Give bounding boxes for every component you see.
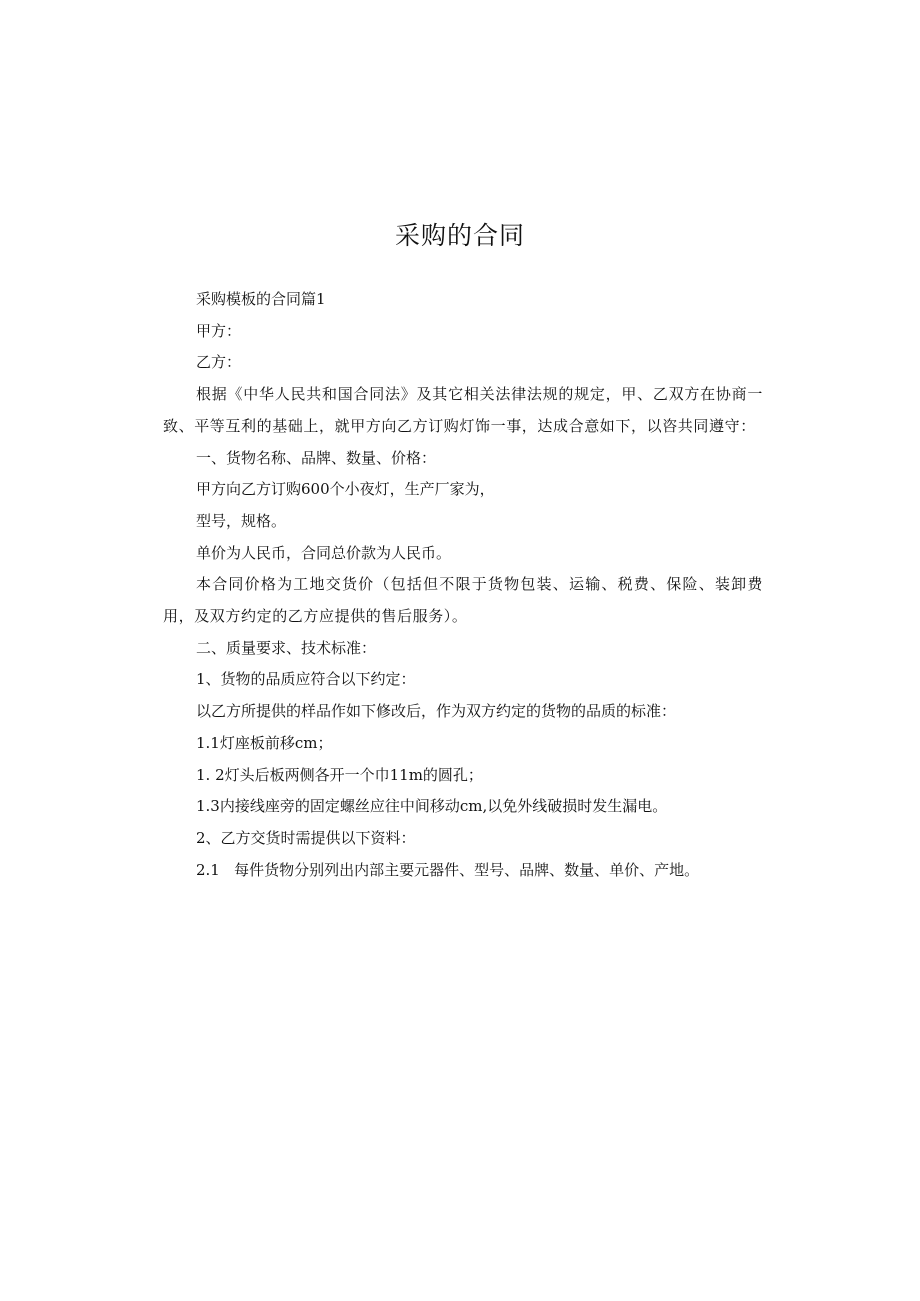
preamble-paragraph: 根据《中华人民共和国合同法》及其它相关法律法规的规定，甲、乙双方在协商一致、平等互利的基础上，就甲方向乙方订购灯饰一事，达成合意如下，以咨共同遵守： [163,385,763,435]
quality-subheading: 1、货物的品质应符合以下约定： [196,670,416,689]
model-spec-line: 型号，规格。 [196,511,287,530]
party-b-line: 乙方： [196,353,242,372]
item-1-3: 1.3内接线座旁的固定螺丝应往中间移动cm,以免外线破损时发生漏电。 [196,797,668,816]
document-body [163,284,763,886]
order-quantity-line: 甲方向乙方订购600个小夜灯，生产厂家为， [196,480,495,499]
clause-1-heading: 一、货物名称、品牌、数量、价格： [196,448,437,467]
clause-2-heading: 二、质量要求、技术标准： [196,638,377,657]
delivery-docs-subheading: 2、乙方交货时需提供以下资料： [196,828,416,847]
quality-standard-line: 以乙方所提供的样品作如下修改后，作为双方约定的货物的品质的标准： [196,702,677,721]
item-2-1: 2.1 每件货物分别列出内部主要元器件、型号、品牌、数量、单价、产地。 [196,860,700,879]
section-heading: 采购模板的合同篇1 [196,290,326,308]
party-a-line: 甲方： [196,321,242,340]
item-1-2: 1. 2灯头后板两侧各开一个巾11m的圆孔； [196,765,483,784]
price-line: 单价为人民币，合同总价款为人民币。 [196,543,452,562]
item-1-1: 1.1灯座板前移cm； [196,733,333,752]
document-title: 采购的合同 [394,221,525,250]
price-terms-paragraph: 本合同价格为工地交货价（包括但不限于货物包装、运输、税费、保险、装卸费用，及双方约定的乙方应提供的售后服务）。 [163,575,763,626]
